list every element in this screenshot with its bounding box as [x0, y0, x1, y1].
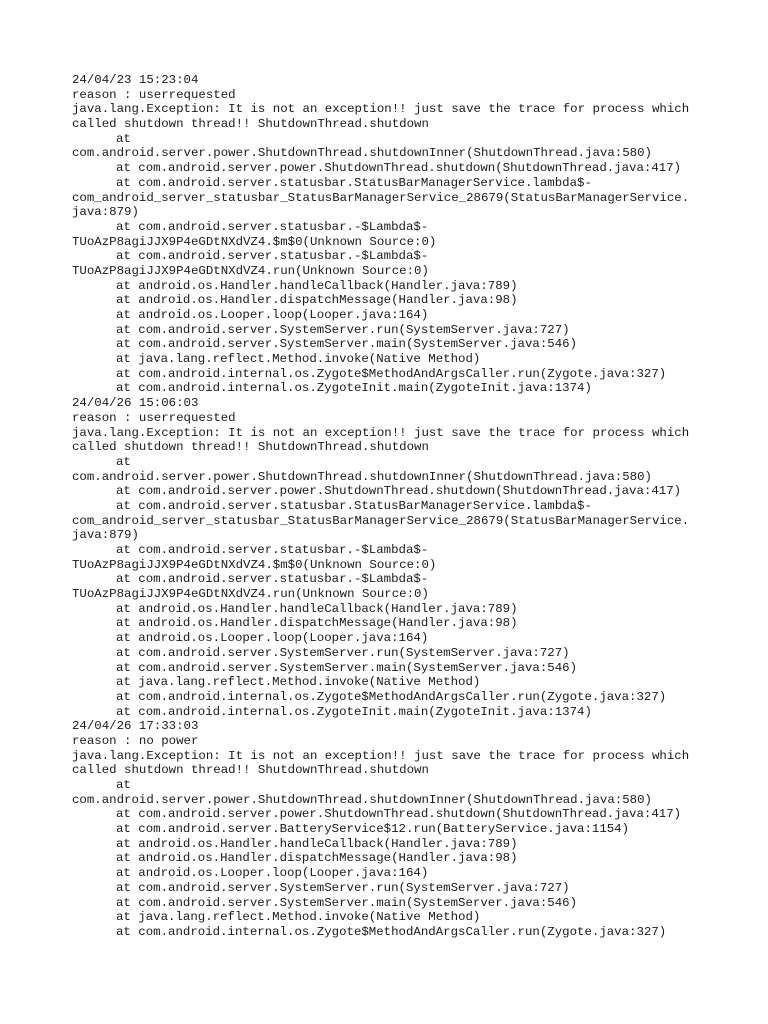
log-line: com.android.server.power.ShutdownThread.shutdownInner(ShutdownThread.java:580): [72, 792, 652, 807]
log-line: TUoAzP8agiJJX9P4eGDtNXdVZ4.run(Unknown Source:0): [72, 263, 429, 278]
log-line: at: [116, 454, 131, 469]
log-line: at com.android.internal.os.ZygoteInit.main(ZygoteInit.java:1374): [116, 381, 592, 396]
log-line: called shutdown thread!! ShutdownThread.shutdown: [72, 440, 429, 455]
log-line: called shutdown thread!! ShutdownThread.shutdown: [72, 117, 429, 132]
log-line: java.lang.Exception: It is not an exception!! just save the trace for process which: [72, 748, 690, 763]
log-line: java.lang.Exception: It is not an exception!! just save the trace for process which: [72, 102, 690, 117]
log-line: at android.os.Looper.loop(Looper.java:164): [116, 631, 429, 646]
log-line: at com.android.server.power.ShutdownThread.shutdown(ShutdownThread.java:417): [116, 807, 682, 822]
log-line: at com.android.server.power.ShutdownThread.shutdown(ShutdownThread.java:417): [116, 161, 682, 176]
log-line: 24/04/23 15:23:04: [72, 73, 199, 87]
log-line: at java.lang.reflect.Method.invoke(Native Method): [116, 910, 481, 925]
log-line: at com.android.server.SystemServer.main(SystemServer.java:546): [116, 660, 578, 675]
log-line: at com.android.server.BatteryService$12.run(BatteryService.java:1154): [116, 822, 630, 837]
log-line: at android.os.Handler.dispatchMessage(Handler.java:98): [116, 616, 518, 631]
log-line: at com.android.internal.os.Zygote$MethodAndArgsCaller.run(Zygote.java:327): [116, 366, 667, 381]
log-line: at com.android.server.power.ShutdownThread.shutdown(ShutdownThread.java:417): [116, 484, 682, 499]
log-line: at com.android.server.SystemServer.main(SystemServer.java:546): [116, 895, 578, 910]
log-line: com_android_server_statusbar_StatusBarManagerService_28679(StatusBarManagerService.: [72, 190, 690, 205]
log-line: TUoAzP8agiJJX9P4eGDtNXdVZ4.$m$0(Unknown Source:0): [72, 234, 437, 249]
log-line: at: [116, 131, 131, 146]
log-line: at java.lang.reflect.Method.invoke(Native Method): [116, 352, 481, 367]
log-line: reason : userrequested: [72, 87, 236, 102]
log-line: at com.android.server.statusbar.StatusBarManagerService.lambda$-: [116, 175, 592, 190]
log-line: at com.android.server.SystemServer.run(SystemServer.java:727): [116, 645, 570, 660]
log-line: reason : no power: [72, 733, 199, 748]
log-line: at android.os.Looper.loop(Looper.java:164): [116, 308, 429, 322]
log-line: at com.android.server.statusbar.-$Lambda$-: [116, 543, 429, 557]
log-line: at com.android.server.SystemServer.main(SystemServer.java:546): [116, 337, 578, 352]
log-line: com.android.server.power.ShutdownThread.shutdownInner(ShutdownThread.java:580): [72, 146, 652, 161]
log-line: at com.android.internal.os.ZygoteInit.main(ZygoteInit.java:1374): [116, 704, 592, 719]
log-line: at android.os.Handler.dispatchMessage(Handler.java:98): [116, 293, 518, 308]
log-line: at: [116, 778, 131, 792]
log-line: 24/04/26 17:33:03: [72, 719, 199, 734]
log-line: at com.android.server.statusbar.-$Lambda$-: [116, 219, 429, 234]
log-line: com.android.server.power.ShutdownThread.shutdownInner(ShutdownThread.java:580): [72, 469, 652, 484]
log-line: at android.os.Handler.handleCallback(Handler.java:789): [116, 836, 518, 851]
log-line: at com.android.server.statusbar.-$Lambda$-: [116, 572, 429, 587]
log-line: at com.android.internal.os.Zygote$MethodAndArgsCaller.run(Zygote.java:327): [116, 924, 667, 939]
log-line: at java.lang.reflect.Method.invoke(Native Method): [116, 675, 481, 690]
log-line: java:879): [72, 205, 139, 220]
log-line: reason : userrequested: [72, 410, 236, 425]
log-line: TUoAzP8agiJJX9P4eGDtNXdVZ4.run(Unknown Source:0): [72, 587, 429, 602]
log-line: java.lang.Exception: It is not an exception!! just save the trace for process which: [72, 425, 690, 440]
log-line: at com.android.internal.os.Zygote$MethodAndArgsCaller.run(Zygote.java:327): [116, 689, 667, 704]
log-line: at com.android.server.statusbar.StatusBarManagerService.lambda$-: [116, 498, 592, 513]
log-line: at android.os.Handler.handleCallback(Handler.java:789): [116, 278, 518, 293]
log-line: at com.android.server.statusbar.-$Lambda$-: [116, 249, 429, 264]
log-line: called shutdown thread!! ShutdownThread.shutdown: [72, 763, 429, 778]
log-line: at android.os.Looper.loop(Looper.java:164): [116, 866, 429, 881]
log-line: at com.android.server.SystemServer.run(SystemServer.java:727): [116, 322, 570, 337]
log-line: TUoAzP8agiJJX9P4eGDtNXdVZ4.$m$0(Unknown Source:0): [72, 557, 437, 572]
log-line: at com.android.server.SystemServer.run(SystemServer.java:727): [116, 880, 570, 895]
log-line: 24/04/26 15:06:03: [72, 396, 199, 411]
log-line: com_android_server_statusbar_StatusBarManagerService_28679(StatusBarManagerService.: [72, 513, 690, 528]
log-line: java:879): [72, 528, 139, 543]
log-line: at android.os.Handler.dispatchMessage(Handler.java:98): [116, 851, 518, 866]
shutdown-log: [72, 73, 712, 940]
log-line: at android.os.Handler.handleCallback(Handler.java:789): [116, 601, 518, 616]
